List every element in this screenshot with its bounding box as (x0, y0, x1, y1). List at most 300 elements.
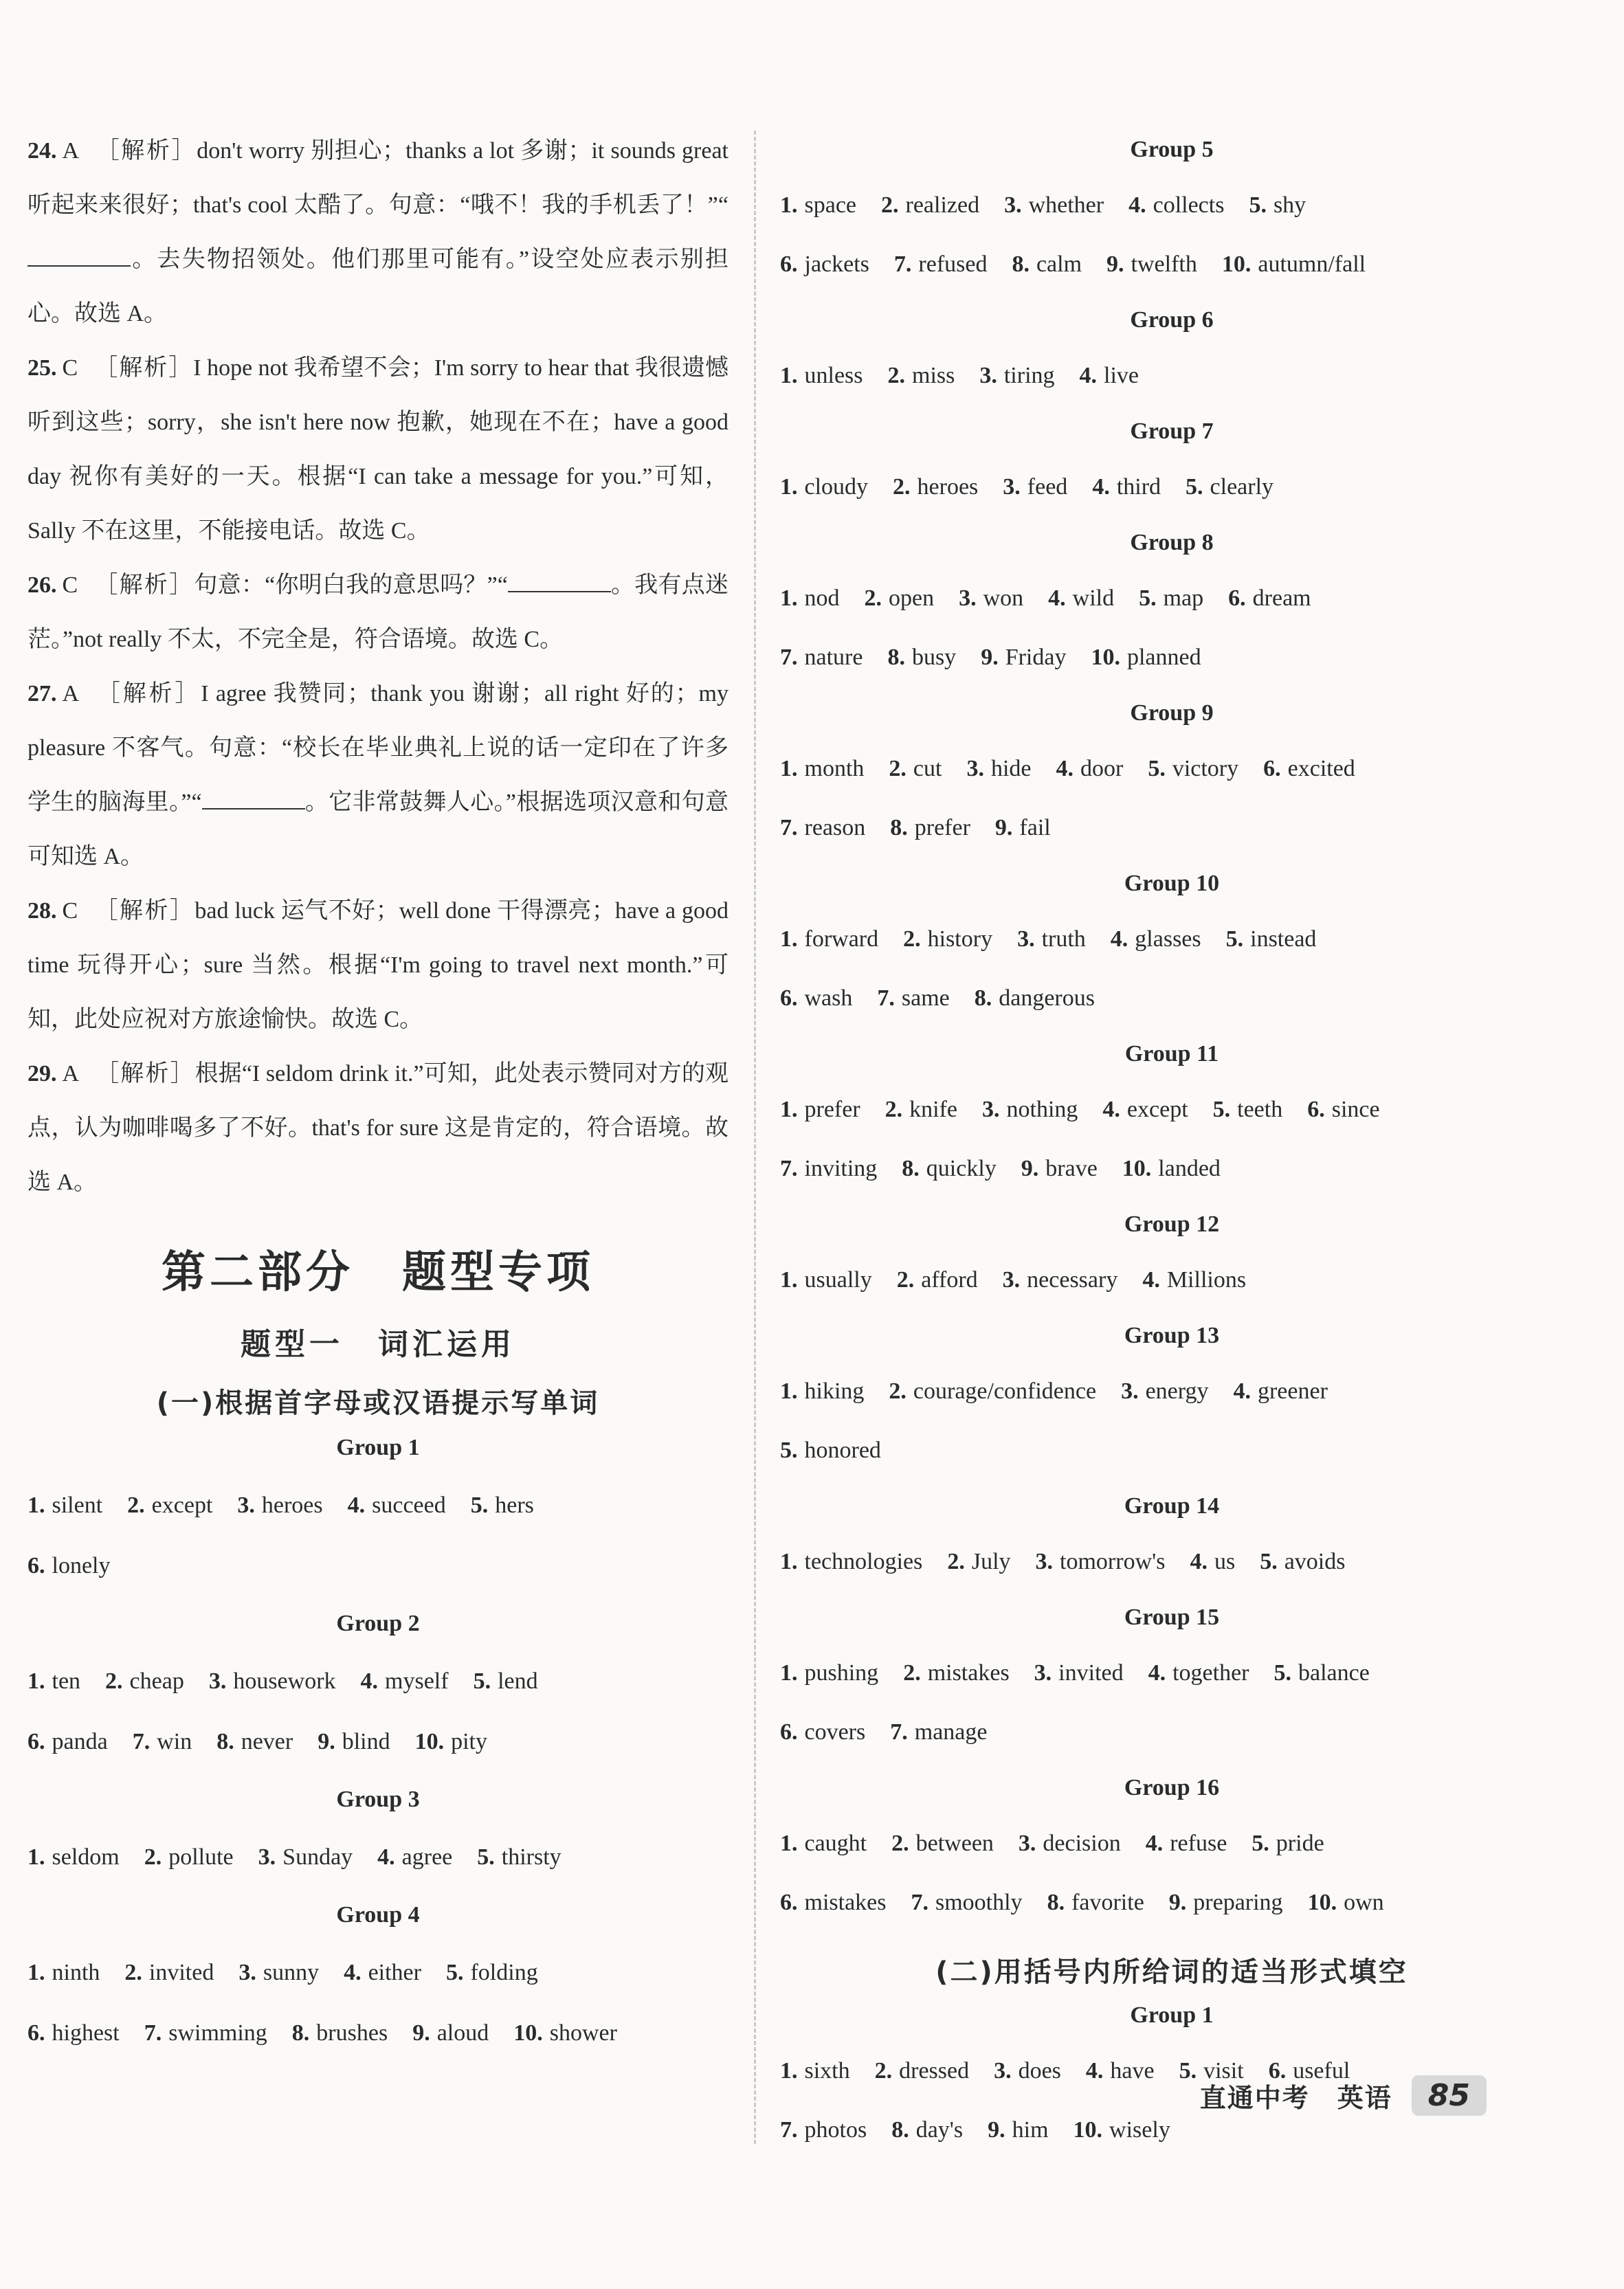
answer-word: pollute (168, 1844, 234, 1870)
answer-number: 3. (994, 2058, 1012, 2084)
answer-number: 9. (412, 2020, 430, 2046)
answer-number: 7. (132, 1729, 151, 1754)
answer-word: map (1163, 585, 1204, 611)
answer-explanation (27, 341, 728, 558)
answer-number: 1. (780, 1097, 798, 1122)
answer-word: refused (918, 252, 988, 277)
answer-number: 1. (27, 1493, 45, 1518)
group-heading: Group 12 (1124, 1212, 1220, 1237)
answer-word: same (901, 985, 950, 1011)
answer-number: 7. (780, 645, 798, 670)
answer-number: 8. (1012, 252, 1030, 277)
answer-word: pride (1276, 1831, 1324, 1856)
answer-word: wash (804, 985, 853, 1011)
answer-word: door (1080, 756, 1124, 781)
answer-number: 7. (780, 815, 798, 840)
answer-number: 1. (780, 926, 798, 952)
answer-word: hiking (804, 1378, 865, 1404)
answer-number: 3. (1002, 1267, 1021, 1293)
answer-number: 6. (780, 1719, 798, 1745)
answer-number: 10. (1307, 1890, 1337, 1915)
answer-word: decision (1043, 1831, 1121, 1856)
answer-number: 3. (1017, 926, 1035, 952)
answer-word: prefer (914, 815, 970, 840)
answer-word: excited (1287, 756, 1355, 781)
answer-word: shy (1273, 192, 1306, 218)
answer-word: never (241, 1729, 293, 1754)
answer-word: teeth (1237, 1097, 1283, 1122)
answer-word: nothing (1006, 1097, 1078, 1122)
answer-number: 7. (780, 1156, 798, 1181)
answer-number: 4. (1102, 1097, 1120, 1122)
answer-number: 1. (780, 1549, 798, 1574)
group-heading: Group 15 (1124, 1605, 1220, 1630)
answer-number: 6. (27, 2020, 45, 2046)
answer-word: open (889, 585, 935, 611)
answer-word: own (1344, 1890, 1384, 1915)
answer-word: feed (1027, 474, 1068, 500)
answer-word: landed (1158, 1156, 1221, 1181)
answer-number: 10. (414, 1729, 445, 1754)
answer-word: realized (905, 192, 980, 218)
analysis-tag: ［解析］ (94, 355, 194, 381)
answer-number: 7. (890, 1719, 908, 1745)
answer-word: greener (1257, 1378, 1328, 1404)
group-heading: Group 4 (336, 1902, 420, 1928)
explanation-text-cont: 。去失物招领处。他们那里可能有。”设空处应表示别担心。故选 A。 (27, 247, 728, 326)
answer-number: 2. (124, 1960, 142, 1985)
answer-word: useful (1293, 2058, 1350, 2084)
answer-number: 9. (1168, 1890, 1187, 1915)
answer-word: since (1331, 1097, 1380, 1122)
answer-line (780, 628, 1564, 687)
answer-word: except (151, 1493, 213, 1518)
answer-number: 2. (887, 363, 905, 388)
answer-word: does (1018, 2058, 1061, 2084)
answer-line (780, 1251, 1564, 1310)
analysis-tag: ［解析］ (94, 572, 194, 598)
answer-number: 1. (780, 192, 798, 218)
answer-word: lend (498, 1668, 538, 1694)
answer-line (780, 1644, 1564, 1703)
answer-number: 1. (27, 1668, 45, 1694)
answer-number: 4. (377, 1844, 395, 1870)
answer-number: 2. (881, 192, 899, 218)
group-heading: Group 1 (336, 1435, 420, 1460)
answer-number: 8. (890, 815, 908, 840)
answer-word: mistakes (804, 1890, 887, 1915)
answer-number: 2. (105, 1668, 123, 1694)
answer-number: 2. (144, 1844, 162, 1870)
answer-number: 4. (360, 1668, 379, 1694)
answer-number: 2. (896, 1267, 915, 1293)
group-heading: Group 7 (1130, 418, 1214, 444)
answer-word: caught (804, 1831, 867, 1856)
answer-choice: A (62, 1061, 80, 1086)
answer-number: 4. (1056, 756, 1074, 781)
answer-word: sixth (804, 2058, 850, 2084)
answer-word: thirsty (501, 1844, 561, 1870)
answer-number: 9. (318, 1729, 335, 1754)
answer-word: dangerous (999, 985, 1095, 1011)
answer-explanation (27, 667, 728, 884)
answer-number: 6. (27, 1553, 45, 1578)
answer-word: wisely (1109, 2117, 1170, 2143)
explanation-text: 根据“I seldom drink it.”可知，此处表示赞同对方的观点，认为咖啡喝多了不好。that's for sure 这是肯定的，符合语境。故选 A。 (27, 1061, 728, 1195)
group-heading: Group 2 (336, 1611, 420, 1636)
answer-line (27, 1475, 728, 1536)
answer-explanation (27, 884, 728, 1047)
answer-number: 6. (27, 1729, 45, 1754)
answer-line (780, 969, 1564, 1028)
answer-number: 3. (959, 585, 977, 611)
answer-word: heroes (261, 1493, 323, 1518)
answer-word: usually (804, 1267, 872, 1293)
explanation-text: I hope not 我希望不会；I'm sorry to hear that 我很遗憾听到这些；sorry，she isn't here now 抱歉，她现在不在；have a good day 祝你有美好的一天。根据“I can take a message for you.”可知，Sally 不在这里，不能接电话。故选 C。 (27, 355, 728, 544)
answer-word: invited (148, 1960, 214, 1985)
answer-number: 1. (780, 585, 798, 611)
answer-word: jackets (804, 252, 869, 277)
answer-number: 2. (903, 1660, 921, 1686)
answer-word: tiring (1003, 363, 1055, 388)
answer-number: 3. (1018, 1831, 1036, 1856)
answer-blank (508, 573, 611, 592)
answer-number: 4. (347, 1493, 366, 1518)
answer-word: win (157, 1729, 192, 1754)
answer-number: 3. (1035, 1549, 1054, 1574)
analysis-tag: ［解析］ (96, 681, 201, 706)
answer-word: clearly (1210, 474, 1274, 500)
answer-number: 8. (974, 985, 992, 1011)
group-heading: Group 16 (1124, 1775, 1220, 1800)
answer-word: inviting (804, 1156, 878, 1181)
answer-number: 9. (994, 815, 1013, 840)
explanation-text: 句意：“你明白我的意思吗？”“ (194, 572, 508, 598)
part-title: 第二部分 题型专项 (162, 1247, 594, 1298)
answer-number: 3. (1121, 1378, 1139, 1404)
answer-number: 1. (780, 2058, 798, 2084)
answer-explanation (27, 1047, 728, 1209)
answer-number: 4. (1145, 1831, 1164, 1856)
answer-word: nod (804, 585, 840, 611)
answer-line (780, 346, 1564, 405)
answer-number: 6. (1268, 2058, 1287, 2084)
answer-number: 5. (1260, 1549, 1278, 1574)
answer-number: 3. (982, 1097, 1000, 1122)
answer-word: swimming (168, 2020, 267, 2046)
group-heading: Group 14 (1124, 1493, 1220, 1519)
answer-line (27, 1651, 728, 1712)
answer-line (780, 1814, 1564, 1873)
answer-choice: C (62, 572, 78, 598)
group-heading: Group 3 (336, 1787, 420, 1812)
answer-word: heroes (917, 474, 979, 500)
answer-word: twelfth (1131, 252, 1197, 277)
answer-number: 5. (1139, 585, 1157, 611)
answer-number: 4. (1128, 192, 1146, 218)
answer-number: 10. (1073, 2117, 1103, 2143)
answer-number: 7. (877, 985, 895, 1011)
explanation-text-cont: 。我有点迷茫。”not really 不太，不完全是，符合语境。故选 C。 (27, 572, 728, 652)
answer-word: Friday (1005, 645, 1067, 670)
answer-number: 2. (885, 1097, 903, 1122)
question-number: 28. (27, 898, 57, 924)
answer-word: favorite (1071, 1890, 1144, 1915)
answer-word: nature (804, 645, 863, 670)
book-title: 直通中考 英语 (1199, 2083, 1392, 2113)
answer-word: Sunday (282, 1844, 353, 1870)
answer-word: history (927, 926, 993, 952)
answer-word: live (1104, 363, 1139, 388)
answer-word: miss (912, 363, 955, 388)
group-heading: Group 10 (1124, 871, 1220, 896)
answer-number: 4. (1148, 1660, 1166, 1686)
answer-number: 7. (911, 1890, 928, 1915)
answer-choice: A (62, 681, 80, 706)
answer-word: preparing (1193, 1890, 1283, 1915)
answer-number: 9. (988, 2117, 1005, 2143)
answer-number: 2. (889, 756, 906, 781)
group-heading: Group 6 (1130, 307, 1214, 333)
answer-number: 1. (780, 756, 798, 781)
answer-number: 3. (1003, 474, 1021, 500)
answer-line (780, 1362, 1564, 1421)
answer-number: 1. (780, 363, 798, 388)
answer-number: 3. (1034, 1660, 1052, 1686)
answer-word: glasses (1135, 926, 1201, 952)
answer-word: victory (1172, 756, 1239, 781)
answer-word: dressed (899, 2058, 970, 2084)
answer-word: balance (1298, 1660, 1370, 1686)
answer-word: together (1172, 1660, 1249, 1686)
answer-word: hers (495, 1493, 534, 1518)
answer-line (27, 2003, 728, 2064)
answer-number: 3. (966, 756, 984, 781)
answer-number: 3. (208, 1668, 227, 1694)
answer-number: 7. (893, 252, 912, 277)
answer-word: necessary (1027, 1267, 1118, 1293)
answer-number: 4. (1190, 1549, 1208, 1574)
answer-line (27, 1827, 728, 1888)
answer-number: 5. (470, 1493, 489, 1518)
answer-word: July (971, 1549, 1011, 1574)
answer-word: technologies (804, 1549, 923, 1574)
answer-word: prefer (804, 1097, 860, 1122)
answer-number: 10. (1091, 645, 1120, 670)
answer-number: 6. (1263, 756, 1281, 781)
answer-blank (27, 247, 131, 267)
answer-number: 3. (237, 1493, 255, 1518)
answer-word: dream (1252, 585, 1311, 611)
question-number: 24. (27, 138, 57, 164)
answer-word: silent (52, 1493, 103, 1518)
answer-number: 5. (1273, 1660, 1292, 1686)
answer-number: 8. (891, 2117, 909, 2143)
answer-number: 4. (1110, 926, 1128, 952)
answer-word: highest (52, 2020, 120, 2046)
answer-word: agree (401, 1844, 453, 1870)
group-heading: Group 1 (1130, 2002, 1214, 2028)
answer-word: tomorrow's (1060, 1549, 1166, 1574)
answer-word: cheap (129, 1668, 184, 1694)
answer-line (27, 1536, 728, 1596)
answer-number: 5. (1186, 474, 1203, 500)
answer-word: forward (804, 926, 879, 952)
answer-line (780, 1873, 1564, 1932)
answer-word: except (1126, 1097, 1188, 1122)
analysis-tag: ［解析］ (94, 898, 195, 924)
answer-word: instead (1250, 926, 1317, 952)
answer-number: 6. (780, 1890, 798, 1915)
answer-word: between (915, 1831, 994, 1856)
analysis-tag: ［解析］ (96, 138, 197, 164)
group-heading: Group 13 (1124, 1323, 1220, 1348)
answer-number: 6. (1228, 585, 1246, 611)
answer-word: third (1116, 474, 1161, 500)
question-number: 27. (27, 681, 57, 706)
answer-word: covers (804, 1719, 866, 1745)
answer-number: 3. (258, 1844, 276, 1870)
answer-word: either (368, 1960, 421, 1985)
answer-word: pushing (804, 1660, 879, 1686)
answer-number: 2. (893, 474, 911, 500)
answer-word: calm (1036, 252, 1082, 277)
answer-number: 1. (27, 1960, 45, 1985)
answer-number: 3. (1004, 192, 1022, 218)
answer-number: 5. (473, 1668, 491, 1694)
answer-number: 1. (780, 1660, 798, 1686)
answer-line (27, 1943, 728, 2003)
answer-number: 6. (780, 985, 798, 1011)
group-heading: Group 8 (1130, 530, 1214, 555)
answer-word: aloud (436, 2020, 489, 2046)
answer-number: 4. (1079, 363, 1098, 388)
answer-word: brave (1045, 1156, 1098, 1181)
answer-line (780, 739, 1564, 799)
answer-word: fail (1019, 815, 1051, 840)
answer-number: 10. (513, 2020, 543, 2046)
column-divider (754, 131, 756, 2144)
answer-word: wild (1072, 585, 1115, 611)
group-heading: Group 5 (1130, 137, 1214, 162)
answer-number: 7. (144, 2020, 162, 2046)
answer-line (780, 1532, 1564, 1592)
answer-number: 2. (891, 1831, 909, 1856)
explanation-text-cont: 。它非常鼓舞人心。”根据选项汉意和句意可知选 A。 (27, 790, 728, 869)
answer-word: autumn/fall (1258, 252, 1366, 277)
answer-word: lonely (52, 1553, 111, 1578)
answer-word: won (983, 585, 1024, 611)
answer-choice: C (62, 355, 78, 381)
answer-word: panda (52, 1729, 108, 1754)
answer-number: 6. (780, 252, 798, 277)
answer-number: 8. (216, 1729, 234, 1754)
answer-word: Millions (1166, 1267, 1247, 1293)
answer-number: 5. (1249, 192, 1267, 218)
question-number: 26. (27, 572, 57, 598)
answer-word: space (804, 192, 857, 218)
answer-word: truth (1041, 926, 1086, 952)
answer-number: 4. (1233, 1378, 1251, 1404)
answer-choice: A (62, 138, 80, 164)
answer-choice: C (62, 898, 78, 924)
answer-blank (202, 790, 305, 809)
answer-line (780, 1421, 1564, 1480)
answer-word: sunny (263, 1960, 320, 1985)
answer-word: shower (549, 2020, 617, 2046)
page-footer (1200, 2075, 1487, 2116)
answer-word: honored (804, 1438, 881, 1463)
answer-word: month (804, 756, 865, 781)
answer-number: 1. (27, 1844, 45, 1870)
answer-word: busy (911, 645, 957, 670)
answer-word: ninth (52, 1960, 100, 1985)
answer-line (780, 1139, 1564, 1198)
answer-word: collects (1153, 192, 1225, 218)
section-title: (一)根据首字母或汉语提示写单词 (156, 1387, 600, 1419)
answer-word: housework (233, 1668, 336, 1694)
answer-number: 5. (1212, 1097, 1231, 1122)
answer-number: 5. (1225, 926, 1244, 952)
answer-number: 7. (780, 2117, 798, 2143)
page-number: 85 (1412, 2075, 1487, 2116)
answer-word: avoids (1284, 1549, 1346, 1574)
group-heading: Group 9 (1130, 700, 1214, 726)
answer-number: 8. (291, 2020, 310, 2046)
explanation-text: bad luck 运气不好；well done 干得漂亮；have a good time 玩得开心；sure 当然。根据“I'm going to travel next month.”可知，此处应祝对方旅途愉快。故选 C。 (27, 898, 729, 1032)
answer-word: cloudy (804, 474, 869, 500)
answer-line (780, 1080, 1564, 1139)
section-title: (二)用括号内所给词的适当形式填空 (935, 1956, 1408, 1988)
answer-number: 5. (445, 1960, 464, 1985)
answer-number: 4. (344, 1960, 361, 1985)
answer-word: manage (914, 1719, 988, 1745)
answer-word: hide (990, 756, 1032, 781)
answer-word: visit (1203, 2058, 1244, 2084)
answer-word: blind (342, 1729, 390, 1754)
answer-word: cut (913, 756, 942, 781)
answer-word: knife (909, 1097, 958, 1122)
answer-word: seldom (52, 1844, 120, 1870)
answer-number: 5. (1148, 756, 1166, 781)
answer-line (780, 910, 1564, 969)
answer-number: 5. (1179, 2058, 1197, 2084)
answer-word: him (1012, 2117, 1049, 2143)
answer-word: planned (1126, 645, 1201, 670)
answer-number: 8. (887, 645, 905, 670)
answer-number: 8. (1047, 1890, 1065, 1915)
answer-number: 10. (1221, 252, 1252, 277)
answer-line (780, 799, 1564, 858)
answer-number: 4. (1085, 2058, 1104, 2084)
right-column (780, 124, 1564, 2160)
answer-number: 4. (1048, 585, 1066, 611)
analysis-tag: ［解析］ (96, 1061, 195, 1086)
answer-number: 9. (981, 645, 999, 670)
answer-explanation (27, 124, 728, 341)
answer-word: folding (470, 1960, 538, 1985)
answer-line (780, 1703, 1564, 1762)
answer-number: 5. (780, 1438, 798, 1463)
left-column (27, 124, 728, 2064)
answer-number: 6. (1307, 1097, 1325, 1122)
answer-number: 2. (874, 2058, 893, 2084)
answer-word: smoothly (935, 1890, 1023, 1915)
answer-number: 2. (889, 1378, 906, 1404)
answer-explanation (27, 558, 728, 667)
answer-word: invited (1058, 1660, 1124, 1686)
answer-line (780, 176, 1564, 235)
